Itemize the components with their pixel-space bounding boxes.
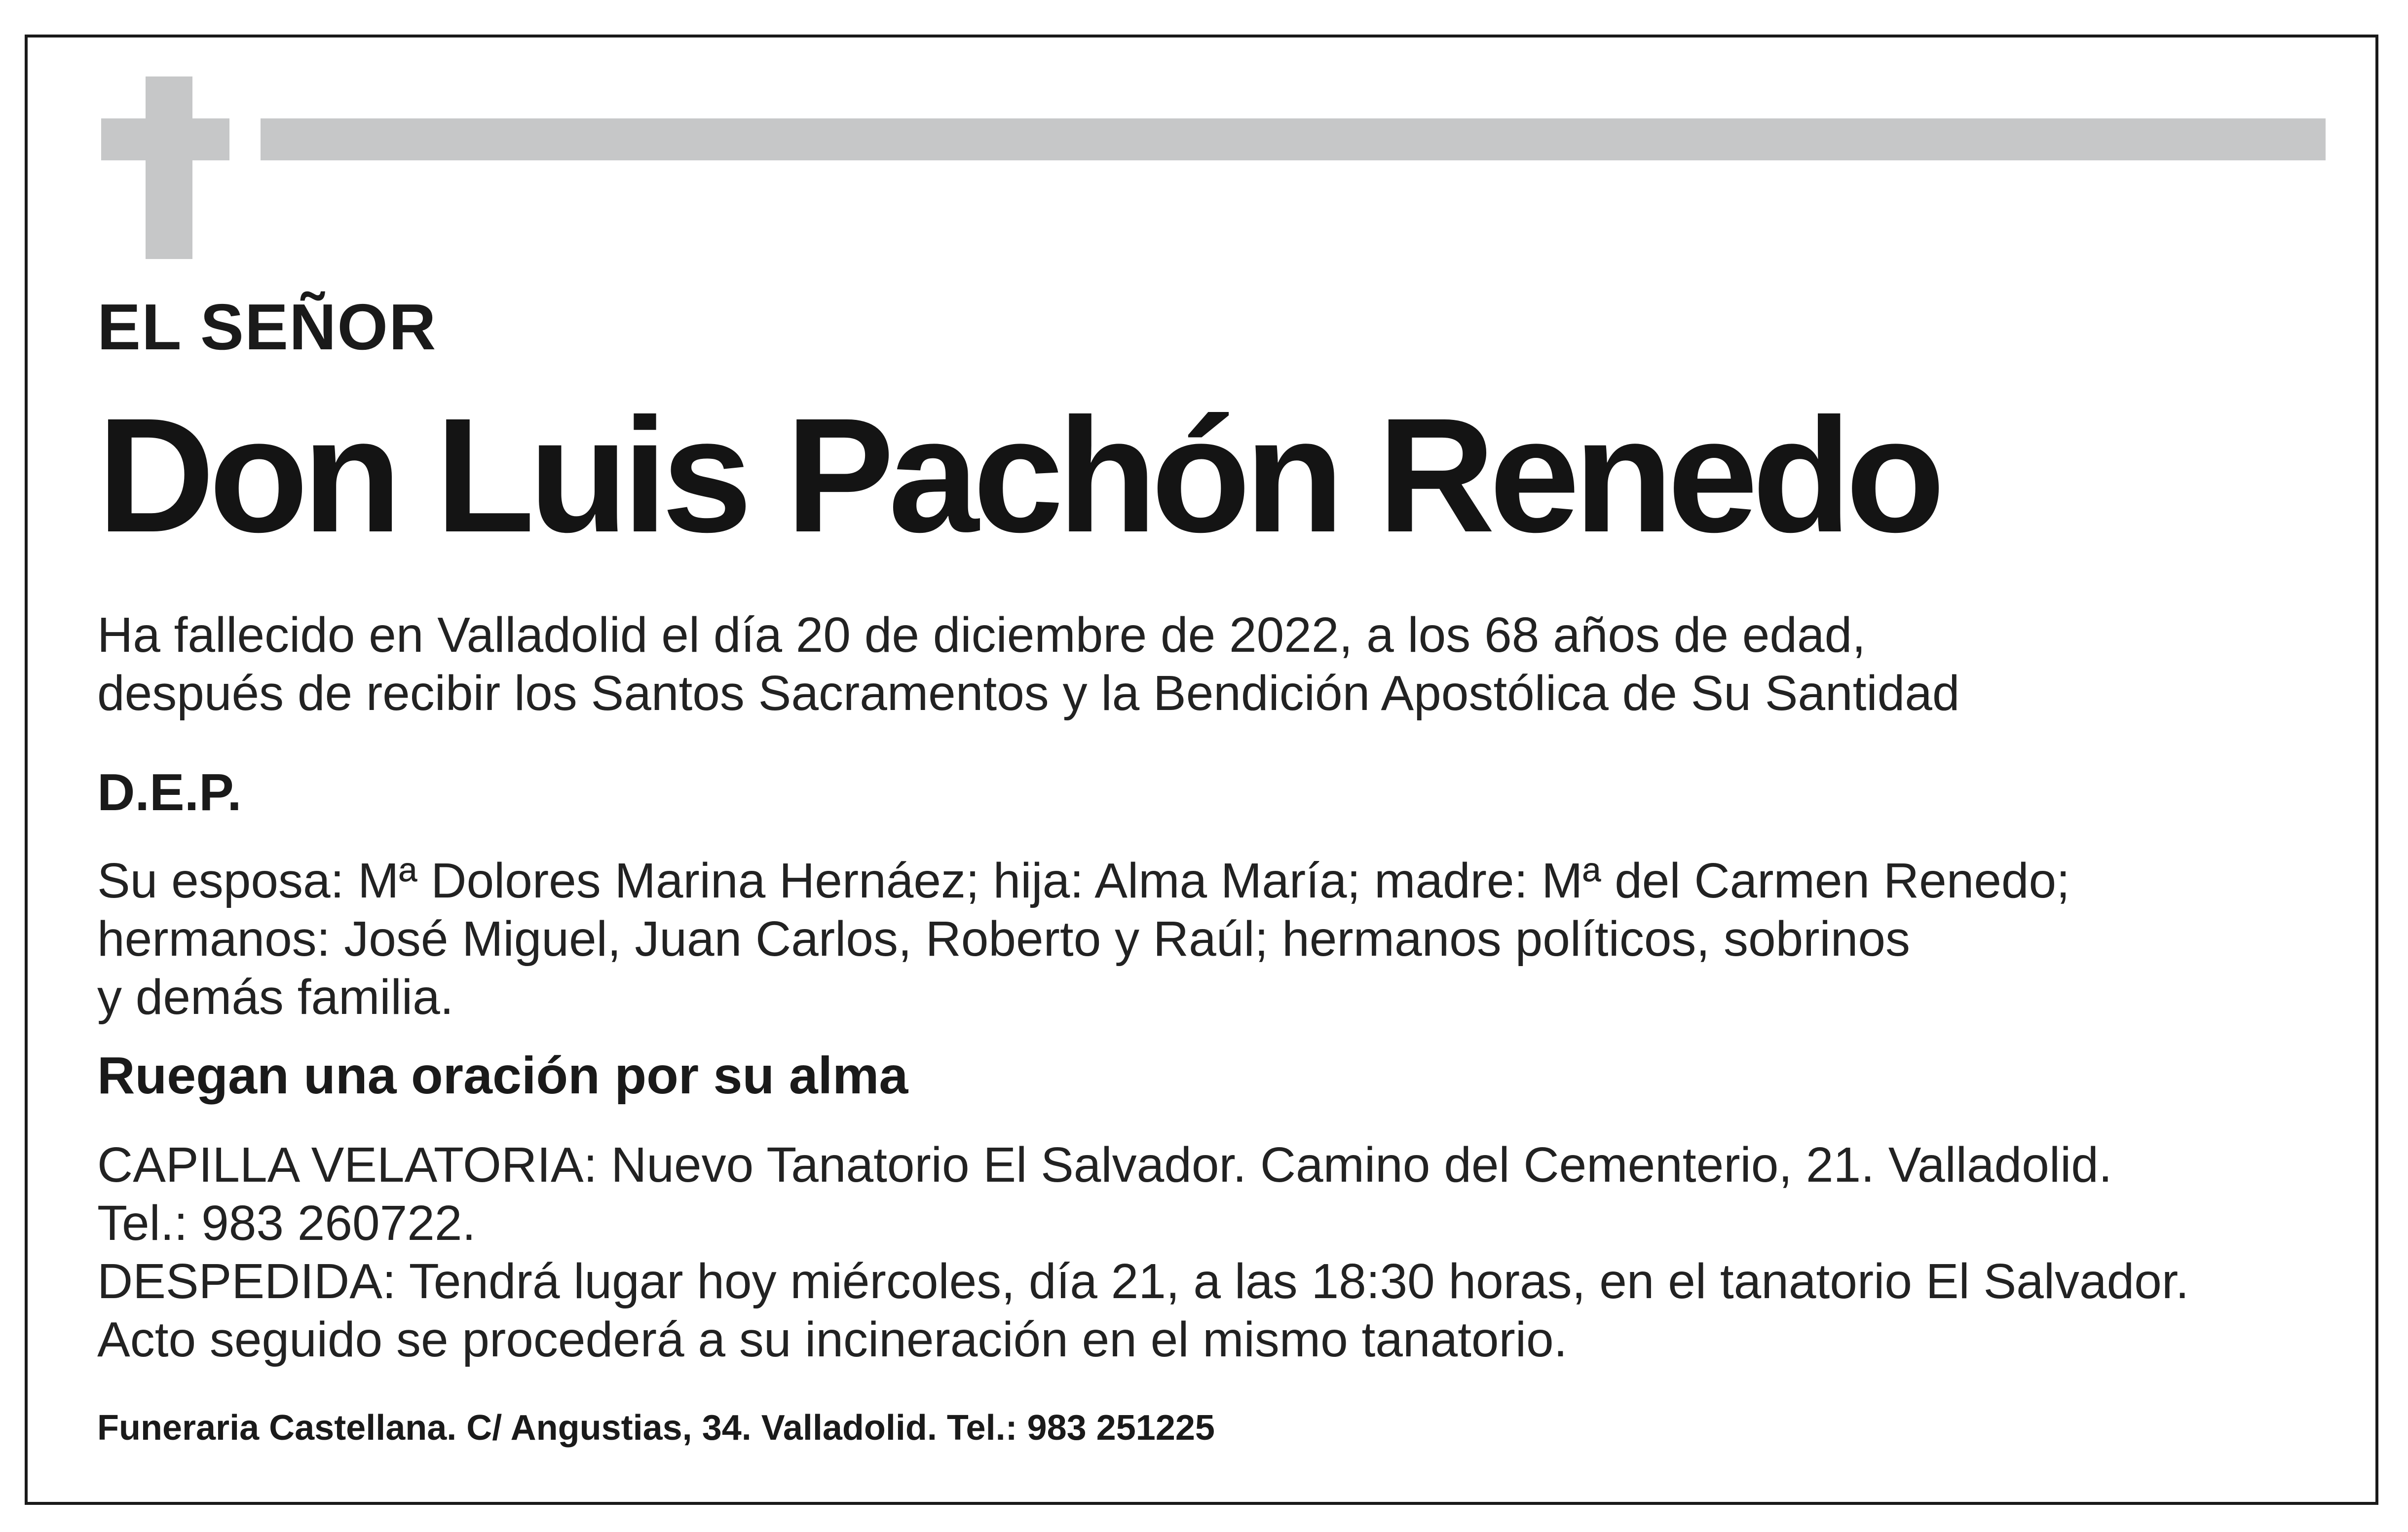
family-line: y demás familia. [97,970,454,1025]
service-details [97,1136,2189,1369]
funeral-home-footer: Funeraria Castellana. C/ Angustias, 34. Valladolid. Tel.: 983 251225 [97,1408,1215,1448]
rip-label: D.E.P. [97,763,242,822]
prayer-request: Ruegan una oración por su alma [97,1046,908,1105]
family-text [97,852,2070,1026]
announcement-line: después de recibir los Santos Sacramentos y la Bendición Apostólica de Su Santidad [97,666,1960,721]
family-line: Su esposa: Mª Dolores Marina Hernáez; hija: Alma María; madre: Mª del Carmen Renedo; [97,853,2070,908]
cross-icon [146,76,192,259]
cross-icon-arm [101,118,229,160]
deceased-name: Don Luis Pachón Renedo [97,384,1939,566]
family-line: hermanos: José Miguel, Juan Carlos, Roberto y Raúl; hermanos políticos, sobrinos [97,911,1910,967]
announcement-text [97,606,1960,722]
title-prefix: EL SEÑOR [97,291,437,363]
announcement-line: Ha fallecido en Valladolid el día 20 de diciembre de 2022, a los 68 años de edad, [97,607,1866,663]
header-divider-bar [261,118,2326,160]
details-line: DESPEDIDA: Tendrá lugar hoy miércoles, día 21, a las 18:30 horas, en el tanatorio El Salvador. [97,1254,2189,1309]
details-line: Tel.: 983 260722. [97,1196,476,1251]
details-line: Acto seguido se procederá a su incineración en el mismo tanatorio. [97,1312,1568,1367]
details-line: CAPILLA VELATORIA: Nuevo Tanatorio El Salvador. Camino del Cementerio, 21. Valladolid. [97,1137,2112,1193]
